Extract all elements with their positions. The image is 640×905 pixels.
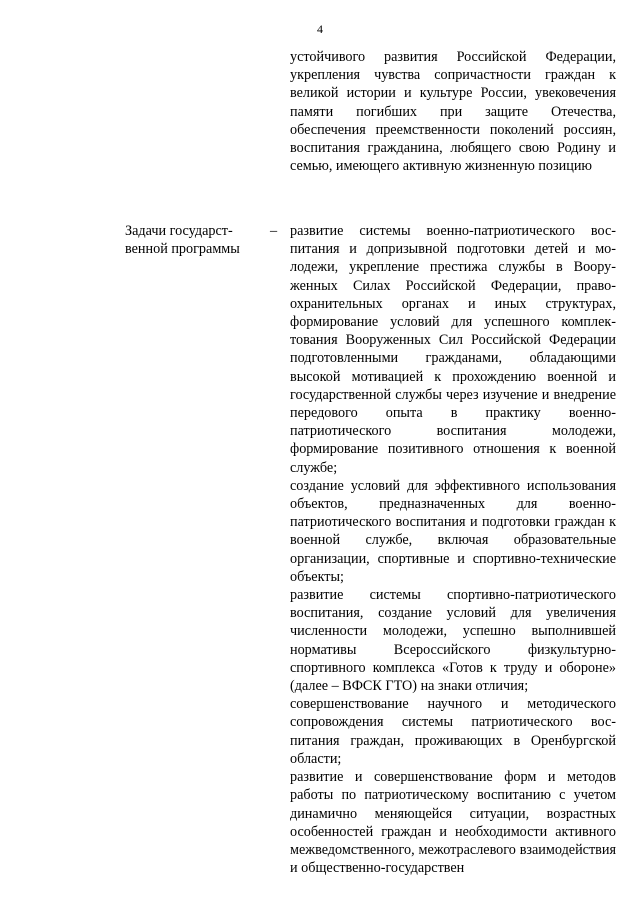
continuation-paragraph bbox=[290, 48, 616, 175]
task-item-4: совершенствование научного и методического сопровождения системы патриотического воспитания граждан, проживающих в Оренбургской области; bbox=[290, 696, 616, 767]
task-item-3: развитие системы спортивно-патриотического воспитания, создание условий для увеличения численности молодежи, успешно выполнившей нормативы Всероссийского физкультурно-спортивного комплекса «Готов к труду и обороне» (далее – ВФСК ГТО) на знаки отличия; bbox=[290, 587, 616, 695]
task-item-2: создание условий для эффективного использования объектов, предназначенных для военно-патриотического воспитания и подготовки граждан к военной службе, включая образовательные организации, спортивные и спортивно-технические объекты; bbox=[290, 477, 616, 585]
page-number: 4 bbox=[317, 22, 323, 36]
task-item-1: развитие системы военно-патриотического воспитания и допризывной подготовки детей и молодежи, укрепление престижа службы в Вооруженных Силах Российской Федерации, правоохранительных органах и иных структурах, формирование условий для успешного комплектования Вооруженных Сил Российской Федерации подготовленными гражданами, обладающими высокой мотивацией к прохождению военной и государственной службы через изучение и внедрение передового опыта в практику военно-патриотического воспитания молодежи, формирование позитивного отношения к военной службе; bbox=[290, 223, 616, 476]
row-label-tasks: Задачи государственной программы bbox=[125, 223, 240, 258]
row-dash: – bbox=[270, 223, 278, 239]
task-item-5: развитие и совершенствование форм и методов работы по патриотическому воспитанию с учетом динамично меняющейся ситуации, возрастных особенностей граждан и необходимости активного межведомственного, межотраслевого взаимодействия и общественно-государствен bbox=[290, 769, 616, 877]
tasks-list bbox=[290, 222, 616, 877]
continuation-text: устойчивого развития Российской Федерации, укрепления чувства сопричастности граждан к великой истории и культуре России, увековечения памяти погибших при защите Отечества, обеспечения преемственности поколений россиян, воспитания гражданина, любящего свою Родину и семью, имеющего активную жизненную позицию bbox=[290, 49, 616, 175]
